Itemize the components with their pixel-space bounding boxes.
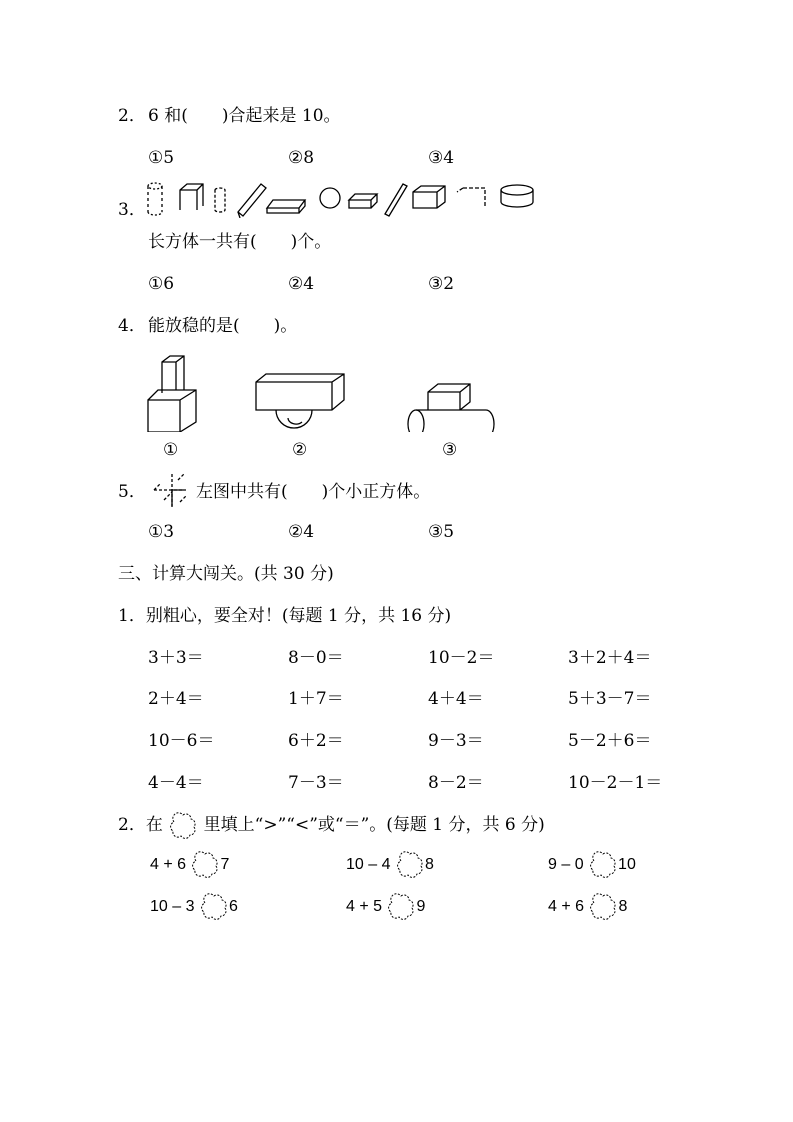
shape-disc <box>501 185 533 195</box>
calc2-title <box>118 810 545 841</box>
calc1-r3-c2: 6＋2＝ <box>288 731 344 751</box>
q4-number: 4． <box>118 316 146 336</box>
shape-cuboid-4 <box>413 186 445 208</box>
q4-figure-1 <box>148 356 196 432</box>
calc2-r1-i3 <box>548 850 636 880</box>
flower-input-icon[interactable] <box>588 850 618 880</box>
flower-input-icon[interactable] <box>395 850 425 880</box>
calc1-r2-c1: 2＋4＝ <box>148 689 204 709</box>
calc2-expr: 4 + 6 <box>150 856 187 874</box>
q5-text: 左图中共有( )个小正方体。 <box>196 482 431 502</box>
q3-text: 长方体一共有( )个。 <box>148 232 332 252</box>
q4-text: 能放稳的是( )。 <box>148 316 298 336</box>
shape-ball <box>320 188 340 208</box>
calc1-r1-c4: 3＋2＋4＝ <box>568 648 652 668</box>
q4-shapes-svg <box>140 352 520 432</box>
calc1-r1-c3: 10－2＝ <box>428 648 495 668</box>
flower-input-icon[interactable] <box>386 892 416 922</box>
calc2-r2-i3 <box>548 892 627 922</box>
section3-title: 三、计算大闯关。(共 30 分) <box>118 564 334 584</box>
shape-box-1 <box>180 184 203 210</box>
shape-cylinder-2 <box>215 188 225 212</box>
calc2-expr: 4 + 6 <box>548 898 585 916</box>
calc1-r3-c4: 5－2＋6＝ <box>568 731 652 751</box>
calc2-value: 7 <box>220 856 230 874</box>
q3-option-3: ③2 <box>428 274 455 294</box>
calc2-value: 8 <box>618 898 628 916</box>
calc2-expr: 9 – 0 <box>548 856 584 874</box>
calc1-title: 1．别粗心，要全对！(每题 1 分，共 16 分) <box>118 606 452 626</box>
calc2-expr: 10 – 4 <box>346 856 391 874</box>
calc2-r1-i1 <box>150 850 229 880</box>
calc1-r4-c1: 4－4＝ <box>148 773 204 793</box>
calc1-r3-c3: 9－3＝ <box>428 731 484 751</box>
calc1-r1-c2: 8－0＝ <box>288 648 344 668</box>
calc2-value: 8 <box>424 856 434 874</box>
flower-blank-icon <box>168 811 198 841</box>
q2-text: 6 和( )合起来是 10。 <box>148 106 341 126</box>
flower-input-icon[interactable] <box>190 850 220 880</box>
calc2-title-post: 里填上“>”“<”或“＝”。(每题 1 分，共 6 分) <box>203 815 545 835</box>
calc2-value: 10 <box>618 856 636 874</box>
q3-option-1: ①6 <box>148 274 175 294</box>
flower-input-icon[interactable] <box>588 892 618 922</box>
q5-cubes-svg <box>150 470 192 510</box>
q2-option-3: ③4 <box>428 148 455 168</box>
q4-figure-2 <box>256 374 344 428</box>
q5-number: 5． <box>118 482 146 502</box>
shape-pencil <box>238 184 266 218</box>
shape-cuboid-3 <box>349 194 377 208</box>
q2-option-1: ①5 <box>148 148 175 168</box>
calc1-r1-c1: 3＋3＝ <box>148 648 204 668</box>
q2-option-2: ②8 <box>288 148 315 168</box>
calc1-r4-c4: 10－2－1＝ <box>568 773 663 793</box>
shape-stick <box>385 184 407 216</box>
flower-input-icon[interactable] <box>199 892 229 922</box>
calc2-expr: 10 – 3 <box>150 898 195 916</box>
calc2-r2-i1 <box>150 892 238 922</box>
calc1-r4-c3: 8－2＝ <box>428 773 484 793</box>
shape-cylinder-1 <box>148 183 162 189</box>
calc1-r2-c2: 1＋7＝ <box>288 689 344 709</box>
shape-cuboid-2 <box>267 200 305 213</box>
q4-figure-3 <box>408 384 494 432</box>
q3-option-2: ②4 <box>288 274 315 294</box>
calc2-r2-i2 <box>346 892 425 922</box>
q3-shapes-svg <box>145 178 535 218</box>
q3-number: 3． <box>118 200 146 220</box>
shape-frame <box>457 188 485 208</box>
q2-number: 2． <box>118 106 146 126</box>
q5-option-1: ①3 <box>148 522 175 542</box>
q5-option-3: ③5 <box>428 522 455 542</box>
calc2-expr: 4 + 5 <box>346 898 383 916</box>
q4-label-2: ② <box>292 440 308 460</box>
q4-label-3: ③ <box>442 440 458 460</box>
calc1-r3-c1: 10－6＝ <box>148 731 215 751</box>
calc2-title-pre: 2．在 <box>118 815 163 835</box>
calc1-r4-c2: 7－3＝ <box>288 773 344 793</box>
q5-option-2: ②4 <box>288 522 315 542</box>
calc2-r1-i2 <box>346 850 434 880</box>
q4-label-1: ① <box>163 440 179 460</box>
calc1-r2-c4: 5＋3－7＝ <box>568 689 652 709</box>
calc1-r2-c3: 4＋4＝ <box>428 689 484 709</box>
calc2-value: 6 <box>228 898 238 916</box>
calc2-value: 9 <box>416 898 426 916</box>
